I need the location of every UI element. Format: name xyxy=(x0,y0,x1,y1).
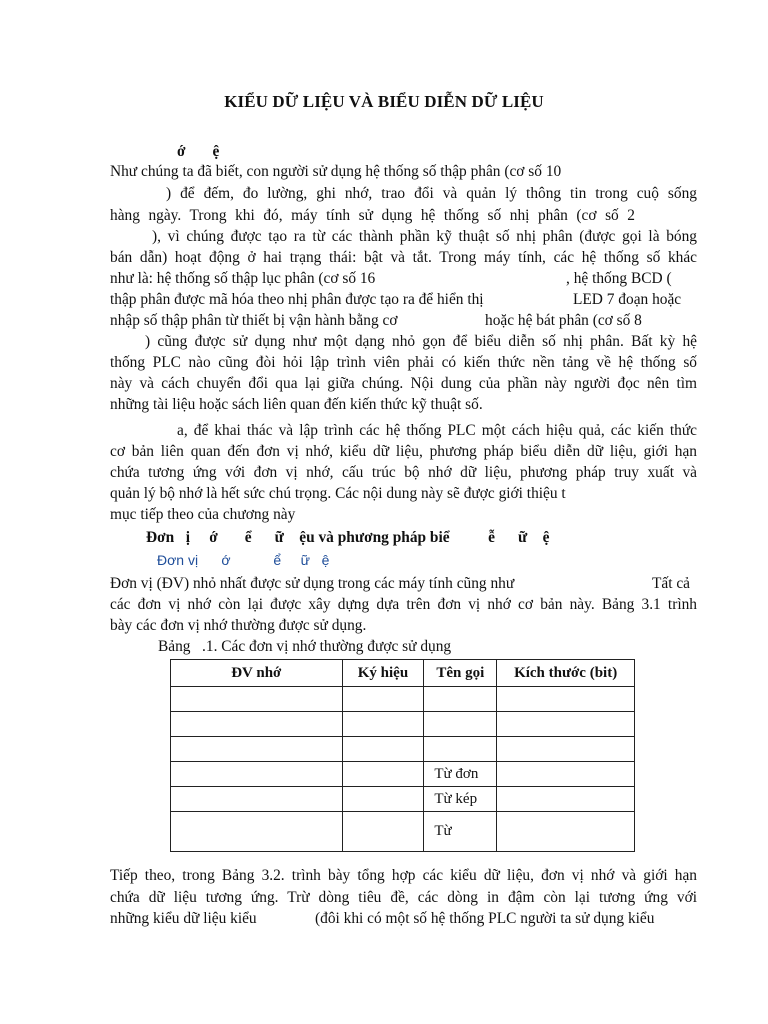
page-title: KIỂU DỮ LIỆU VÀ BIỂU DIỄN DỮ LIỆU xyxy=(224,92,544,111)
para1-line-8b: hoặc hệ bát phân (cơ số 8 xyxy=(485,312,642,329)
memory-units-table xyxy=(170,659,635,852)
table-cell xyxy=(171,812,343,852)
para1-line-2: ) để đếm, đo lường, ghi nhớ, trao đổi và quản lý thông tin trong cuộ sống xyxy=(166,185,697,202)
para1-line-12: những tài liệu hoặc sách liên quan đến kiến thức kỹ thuật số. xyxy=(110,396,483,413)
table-cell xyxy=(171,687,343,712)
para2-line-3: chứa tương ứng với đơn vị nhớ, cấu trúc bộ nhớ dữ liệu, phương pháp truy xuất và xyxy=(110,464,697,481)
para1-line-6b: , hệ thống BCD ( xyxy=(566,270,672,287)
table-cell: Từ đơn xyxy=(424,762,497,787)
table-header-row xyxy=(171,660,635,687)
table-row xyxy=(171,687,635,712)
table-cell xyxy=(497,762,635,787)
table-cell xyxy=(424,712,497,737)
table-cell xyxy=(342,712,424,737)
subsection-heading: Đơn ị ớ ể ữ ệu và phương pháp biể ễ ữ ệ xyxy=(146,529,550,546)
table-cell xyxy=(342,812,424,852)
para1-line-1: Như chúng ta đã biết, con người sử dụng hệ thống số thập phân (cơ số 10 xyxy=(110,163,562,180)
table-cell xyxy=(171,712,343,737)
table-cell xyxy=(342,687,424,712)
table-cell xyxy=(171,762,343,787)
table-cell xyxy=(424,737,497,762)
para2-line-1: a, để khai thác và lập trình các hệ thống PLC một cách hiệu quả, các kiến thức xyxy=(177,422,697,439)
table-cell xyxy=(424,687,497,712)
table-cell: Từ xyxy=(424,812,497,852)
table-row xyxy=(171,737,635,762)
para1-line-7a: thập phân được mã hóa theo nhị phân được tạo ra để hiển thị xyxy=(110,291,484,308)
para4-line-3a: những kiểu dữ liệu kiểu xyxy=(110,910,257,927)
para1-line-5: bán dẫn) hoạt động ở hai trạng thái: bật và tắt. Trong máy tính, các hệ thống số khác xyxy=(110,249,697,266)
header-name: Tên gọi xyxy=(424,660,497,687)
table-row xyxy=(171,787,635,812)
subsubsection-heading: Đơn vị ớ ể ữ ệ xyxy=(157,552,330,568)
header-size: Kích thước (bit) xyxy=(497,660,635,687)
table-cell xyxy=(497,687,635,712)
header-symbol: Ký hiệu xyxy=(342,660,424,687)
table-cell: Từ kép xyxy=(424,787,497,812)
table-cell xyxy=(497,737,635,762)
table-row xyxy=(171,812,635,852)
table-cell xyxy=(497,712,635,737)
table-caption: Bảng .1. Các đơn vị nhớ thường được sử dụng xyxy=(158,638,452,655)
table-cell xyxy=(497,787,635,812)
para2-line-5: mục tiếp theo của chương này xyxy=(110,506,296,523)
para4-line-2: chứa dữ liệu tương ứng. Trừ dòng tiêu đề, các dòng in đậm còn lại tương ứng với xyxy=(110,889,697,906)
table-cell xyxy=(342,762,424,787)
header-unit: ĐV nhớ xyxy=(171,660,343,687)
para4-line-1: Tiếp theo, trong Bảng 3.2. trình bày tổng hợp các kiểu dữ liệu, đơn vị nhớ và giới hạn xyxy=(110,867,697,884)
para1-line-8a: nhập số thập phân từ thiết bị vận hành bằng cơ xyxy=(110,312,398,329)
table-row xyxy=(171,712,635,737)
para1-line-11: này và cách chuyển đổi qua lại giữa chúng. Nội dung của phần này người đọc nên tìm xyxy=(110,375,697,392)
para2-line-4: quản lý bộ nhớ là hết sức chú trọng. Các nội dung này sẽ được giới thiệu t xyxy=(110,485,566,502)
para3-line-2: các đơn vị nhớ còn lại được xây dựng dựa trên đơn vị nhớ cơ bản này. Bảng 3.1 trình xyxy=(110,596,697,613)
para1-line-9: ) cũng được sử dụng như một dạng nhỏ gọn để biểu diễn số nhị phân. Bất kỳ hệ xyxy=(145,333,697,350)
table-cell xyxy=(342,787,424,812)
table-cell xyxy=(171,787,343,812)
table-cell xyxy=(171,737,343,762)
para1-line-10: thống PLC nào cũng đòi hỏi lập trình viên phải có kiến thức nền tảng về hệ thống số xyxy=(110,354,697,371)
para3-line-1a: Đơn vị (ĐV) nhỏ nhất được sử dụng trong các máy tính cũng như xyxy=(110,575,515,592)
table-cell xyxy=(497,812,635,852)
table-cell xyxy=(342,737,424,762)
section-heading: ớ ệ xyxy=(177,143,220,160)
para1-line-6a: như là: hệ thống số thập lục phân (cơ số 16 xyxy=(110,270,376,287)
para4-line-3b: (đôi khi có một số hệ thống PLC người ta sử dụng kiểu xyxy=(315,910,655,927)
para3-line-1b: Tất cả xyxy=(652,575,691,592)
para1-line-4: ), vì chúng được tạo ra từ các thành phần kỹ thuật số nhị phân (được gọi là bóng xyxy=(152,228,697,245)
para1-line-7b: LED 7 đoạn hoặc xyxy=(573,291,682,308)
para1-line-3: hàng ngày. Trong khi đó, máy tính sử dụng hệ thống số nhị phân (cơ số 2 xyxy=(110,207,635,224)
para2-line-2: cơ bản liên quan đến đơn vị nhớ, kiểu dữ liệu, phương pháp biểu diễn dữ liệu, giới hạn xyxy=(110,443,697,460)
table-row xyxy=(171,762,635,787)
para3-line-3: bày các đơn vị nhớ thường được sử dụng. xyxy=(110,617,367,634)
